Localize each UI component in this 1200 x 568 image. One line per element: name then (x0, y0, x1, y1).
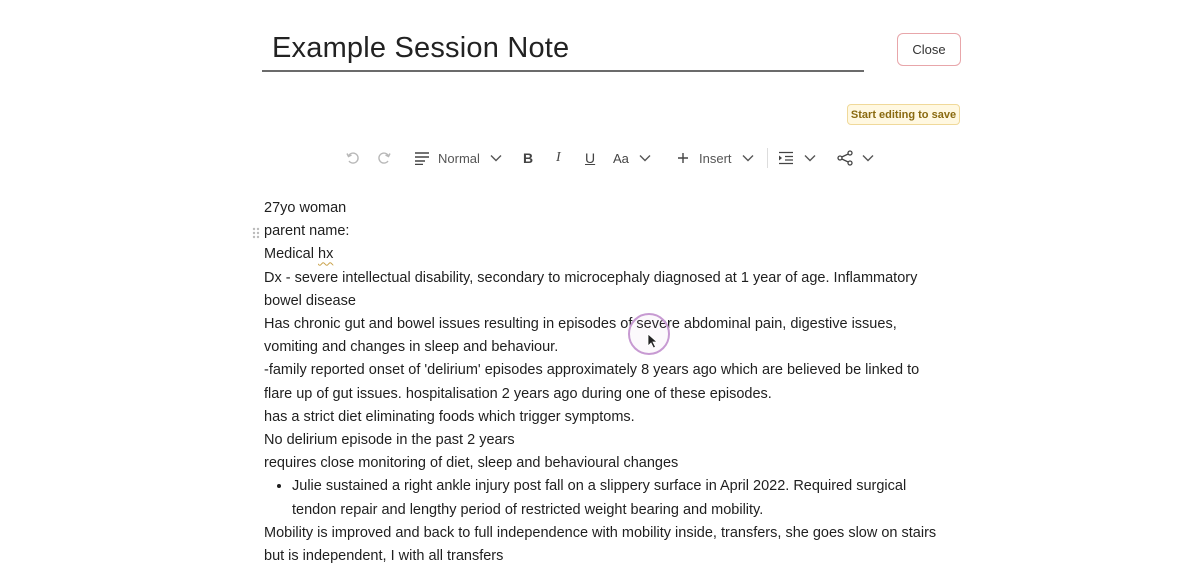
close-button[interactable]: Close (897, 33, 961, 66)
bullet-list (264, 475, 922, 521)
share-dropdown[interactable] (837, 145, 874, 171)
note-line: No delirium episode in the past 2 years (264, 432, 515, 449)
note-line-text: Medical (264, 246, 318, 263)
note-title: Example Session Note (272, 32, 570, 64)
note-line: Has chronic gut and bowel issues resulting in episodes of severe abdominal pain, digestive issues, vomiting and changes in sleep and behaviour. (264, 316, 897, 356)
note-line: requires close monitoring of diet, sleep and behavioural changes (264, 455, 679, 472)
insert-dropdown[interactable] (677, 145, 754, 171)
note-line: -family reported onset of 'delirium' episodes approximately 8 years ago which are believed be linked to flare up of gut issues. hospitalisation 2 years ago during one of these episodes. (264, 362, 920, 402)
redo-icon (376, 150, 392, 166)
note-line: Dx - severe intellectual disability, secondary to microcephaly diagnosed at 1 year of age. Inflammatory bowel disease (264, 269, 918, 309)
note-title-field[interactable] (262, 28, 864, 72)
font-label: Aa (613, 150, 629, 166)
paragraph-icon (414, 151, 430, 165)
redo-button[interactable] (376, 145, 392, 171)
undo-button[interactable] (345, 145, 361, 171)
misspelled-word[interactable]: hx (318, 246, 334, 263)
chevron-down-icon (490, 154, 502, 162)
font-dropdown[interactable] (613, 145, 651, 171)
insert-label: Insert (699, 150, 732, 166)
paragraph-style-dropdown[interactable] (414, 145, 502, 171)
note-line: 27yo woman (264, 200, 347, 216)
chevron-down-icon (639, 154, 651, 162)
drag-handle-icon[interactable] (251, 226, 261, 240)
toolbar-divider (767, 148, 768, 168)
bold-button[interactable]: B (523, 150, 534, 166)
plus-icon (677, 152, 689, 164)
chevron-down-icon (804, 154, 816, 162)
chevron-down-icon (742, 154, 754, 162)
note-line (264, 243, 964, 266)
note-line: Mobility is improved and back to full independence with mobility inside, transfers, she goes slow on stairs but is independent, I with all transfers (264, 524, 937, 565)
note-line: has a strict diet eliminating foods which trigger symptoms. (264, 408, 635, 425)
bullet-item: • Julie sustained a right ankle injury post fall on a slippery surface in April 2022. Required surgical tendon repair and lengthy period of restricted weight bearing and mobility. (292, 475, 922, 521)
mouse-cursor-icon (647, 333, 658, 354)
note-editor-body[interactable] (264, 197, 964, 568)
save-status-badge: Start editing to save (847, 104, 960, 125)
share-icon (837, 150, 854, 166)
underline-button[interactable]: U (585, 150, 596, 166)
paragraph-style-label: Normal (438, 150, 480, 166)
editor-toolbar (340, 145, 880, 171)
indent-dropdown[interactable] (778, 145, 816, 171)
chevron-down-icon (862, 154, 874, 162)
undo-icon (345, 150, 361, 166)
indent-icon (778, 151, 794, 165)
italic-button[interactable]: I (556, 150, 561, 165)
note-line: parent name: (264, 223, 350, 240)
